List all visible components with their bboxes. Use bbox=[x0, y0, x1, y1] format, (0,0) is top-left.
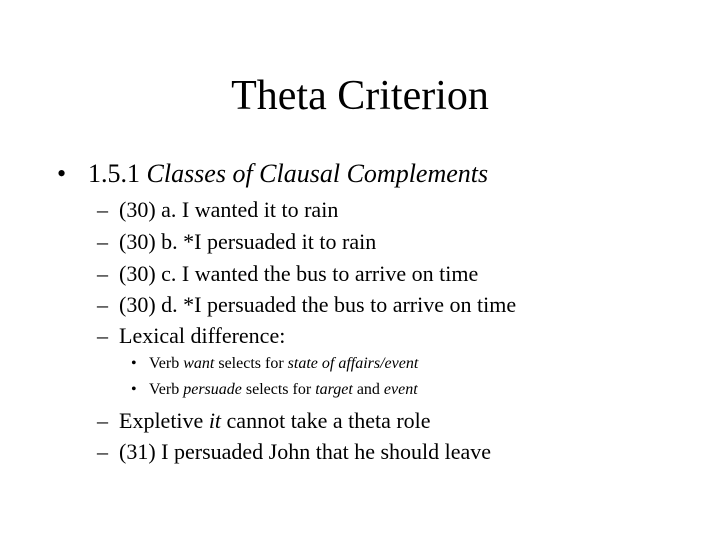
sub-pre: Verb bbox=[149, 381, 180, 398]
example-item bbox=[97, 196, 338, 224]
slide-title: Theta Criterion bbox=[231, 73, 489, 119]
closing-italic: it bbox=[208, 408, 222, 433]
bullet-icon: • bbox=[131, 381, 137, 398]
example-text: (30) c. I wanted the bus to arrive on time bbox=[119, 261, 479, 286]
sub-object: target bbox=[315, 381, 353, 398]
sub-bullet-item bbox=[131, 380, 418, 400]
sub-bullet-item bbox=[131, 354, 418, 374]
sub-verb: persuade bbox=[183, 381, 242, 398]
example-item bbox=[97, 260, 478, 288]
closing-text: (31) I persuaded John that he should leave bbox=[119, 439, 492, 464]
closing-pre: Expletive bbox=[119, 408, 204, 433]
sub-pre: Verb bbox=[149, 355, 180, 372]
dash-icon: – bbox=[97, 261, 108, 286]
dash-icon: – bbox=[97, 439, 108, 464]
dash-icon: – bbox=[97, 197, 108, 222]
example-item bbox=[97, 291, 516, 319]
closing-post: cannot take a theta role bbox=[226, 408, 431, 433]
example-text: (30) b. *I persuaded it to rain bbox=[119, 229, 377, 254]
sub-mid: selects for bbox=[245, 381, 312, 398]
closing-item bbox=[97, 407, 431, 435]
example-text: Lexical difference: bbox=[119, 323, 286, 348]
sub-object: event bbox=[383, 381, 418, 398]
dash-icon: – bbox=[97, 408, 108, 433]
sub-object: state of affairs/event bbox=[287, 355, 419, 372]
main-bullet-item bbox=[57, 158, 488, 190]
example-text: (30) d. *I persuaded the bus to arrive on time bbox=[119, 292, 517, 317]
section-heading: Classes of Clausal Complements bbox=[146, 159, 489, 188]
example-item bbox=[97, 228, 376, 256]
bullet-icon: • bbox=[57, 159, 67, 188]
dash-icon: – bbox=[97, 323, 108, 348]
section-number: 1.5.1 bbox=[88, 159, 140, 188]
sub-verb: want bbox=[183, 355, 215, 372]
example-text: (30) a. I wanted it to rain bbox=[119, 197, 339, 222]
closing-item bbox=[97, 438, 491, 466]
example-item bbox=[97, 322, 285, 350]
sub-mid: selects for bbox=[218, 355, 284, 372]
dash-icon: – bbox=[97, 229, 108, 254]
sub-conj: and bbox=[356, 381, 380, 398]
dash-icon: – bbox=[97, 292, 108, 317]
bullet-icon: • bbox=[131, 355, 137, 372]
